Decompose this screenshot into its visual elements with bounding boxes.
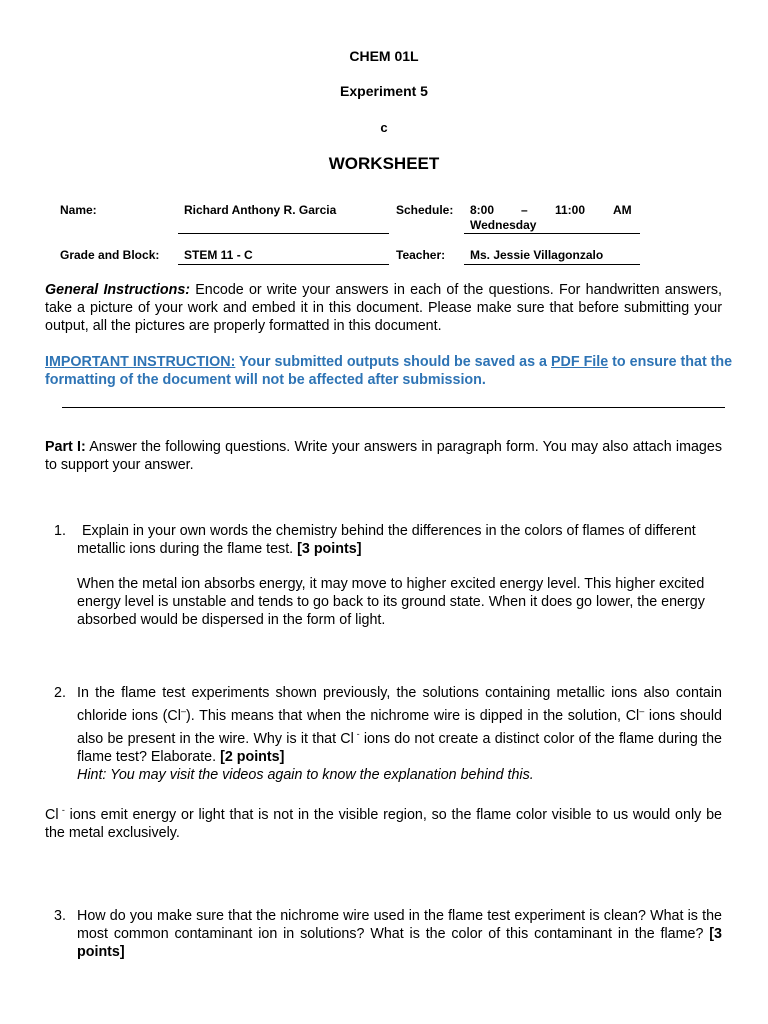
teacher-value: Ms. Jessie Villagonzalo — [470, 248, 604, 262]
important-instruction-text-2: to ensure that the formatting of the document will not be affected after submission. — [45, 354, 733, 388]
schedule-end: 11:00 — [555, 203, 586, 217]
general-instructions — [45, 281, 722, 335]
question-2-text-b: ). This means that when the nichrome wire is dipped in the solution, Cl — [185, 707, 640, 724]
general-instructions-heading: General Instructions: — [45, 282, 191, 298]
schedule-day: Wednesday — [470, 218, 537, 232]
question-2-answer-a: Cl — [45, 806, 59, 823]
part1-text: Answer the following questions. Write your answers in paragraph form. You may also attach images to support your answer. — [45, 439, 722, 473]
schedule-ampm: AM — [613, 203, 632, 217]
chloride-charge-4: - — [58, 805, 65, 815]
name-underline — [178, 233, 389, 234]
question-2-points: [2 points] — [220, 748, 285, 765]
question-2-answer-b: ions emit energy or light that is not in the visible region, so the flame color visible to us would only be the metal exclusively. — [45, 806, 722, 841]
schedule-underline — [464, 233, 640, 234]
teacher-label: Teacher: — [396, 248, 446, 262]
important-instruction-text-1: Your submitted outputs should be saved as a — [235, 354, 551, 370]
course-code: CHEM 01L — [349, 48, 419, 64]
part1-heading: Part I: — [45, 439, 86, 455]
teacher-underline — [464, 264, 640, 265]
question-1-points: [3 points] — [297, 541, 362, 557]
grade-label: Grade and Block: — [60, 248, 160, 262]
section-divider — [62, 407, 725, 408]
chloride-charge-1: – — [180, 706, 186, 716]
question-1 — [77, 522, 717, 558]
experiment-title: Experiment 5 — [340, 83, 428, 99]
question-2-text-a: In the flame test experiments shown previously, the solutions containing metallic ions also contain chloride ions (Cl — [77, 685, 722, 724]
question-1-number: 1. — [54, 523, 66, 539]
question-1-answer: When the metal ion absorbs energy, it may move to higher excited energy level. This higher excited energy level is unstable and tends to go back to its ground state. When it does go lower, the energy absorbed would be dispersed in the form of light. — [77, 576, 705, 628]
pdf-file-link[interactable]: PDF File — [551, 354, 609, 370]
name-value: Richard Anthony R. Garcia — [184, 203, 337, 217]
chloride-charge-2: – — [639, 706, 645, 716]
grade-value: STEM 11 - C — [184, 248, 253, 262]
question-3-text: How do you make sure that the nichrome wire used in the flame test experiment is clean? What is the most common contaminant ion in solutions? What is the color of this contaminant in the flame? — [77, 908, 722, 942]
important-instruction-heading: IMPORTANT INSTRUCTION: — [45, 354, 236, 370]
question-2-number: 2. — [54, 685, 66, 701]
chloride-charge-3: - — [353, 728, 360, 739]
section-letter: c — [380, 120, 388, 135]
important-instruction — [45, 353, 735, 389]
question-2-answer — [45, 801, 722, 842]
question-3 — [77, 907, 722, 961]
schedule-label: Schedule: — [396, 203, 454, 217]
question-2-hint: Hint: You may visit the videos again to know the explanation behind this. — [77, 766, 534, 783]
worksheet-title: WORKSHEET — [328, 154, 440, 173]
part1-instructions — [45, 438, 722, 474]
question-2 — [77, 684, 722, 784]
question-3-points: [3 points] — [77, 926, 722, 960]
schedule-start: 8:00 — [470, 203, 495, 217]
question-2-text-c: ions should also be present in the wire. Why is it that Cl — [77, 707, 722, 747]
name-label: Name: — [60, 203, 97, 217]
general-instructions-text: Encode or write your answers in each of the questions. For handwritten answers, take a picture of your work and embed it in this document. Please make sure that before submitting your output, all the pictures are properly formatted in this document. — [45, 282, 722, 334]
schedule-dash: – — [521, 203, 528, 217]
question-1-text: Explain in your own words the chemistry behind the differences in the colors of flames of different metallic ions during the flame test. — [77, 523, 696, 557]
grade-underline — [178, 264, 389, 265]
question-3-number: 3. — [54, 908, 66, 924]
question-2-text-d: ions do not create a distinct color of the flame during the flame test? Elaborate. — [77, 730, 722, 765]
